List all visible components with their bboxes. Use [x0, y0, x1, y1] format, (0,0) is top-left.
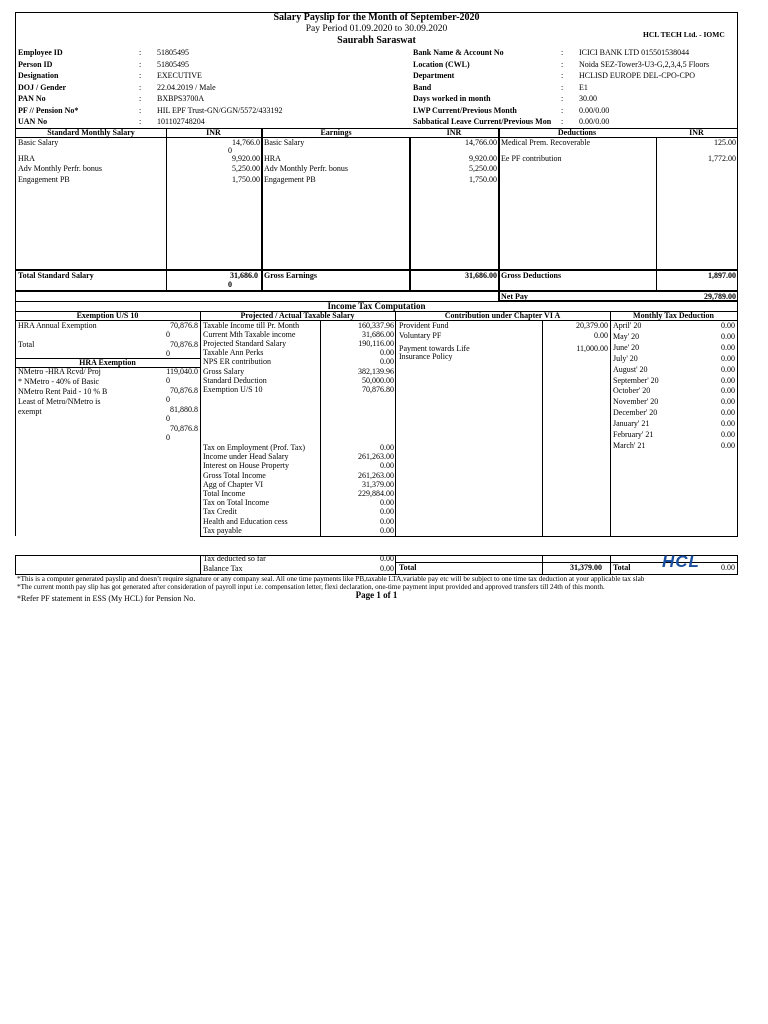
total-standard-value-wrap: 0	[228, 280, 232, 289]
monthly-tax-value: 0.00	[721, 353, 735, 363]
info-label: Location (CWL)	[413, 59, 470, 69]
totals-border	[610, 555, 611, 574]
projected-label: Current Mth Taxable income	[203, 330, 296, 340]
info-value: 22.04.2019 / Male	[157, 82, 216, 92]
header-projected: Projected / Actual Taxable Salary	[240, 311, 355, 320]
totals-border	[395, 555, 396, 574]
projected-label: Taxable Ann Perks	[203, 348, 264, 358]
header-standard-salary: Standard Monthly Salary	[47, 128, 135, 137]
tax-divider	[200, 311, 201, 536]
projected-value: 229,884.00	[358, 489, 394, 498]
projected-value: 0.00	[380, 498, 394, 508]
info-label: Person ID	[18, 59, 53, 69]
info-value: 0.00/0.00	[579, 105, 610, 115]
salary-divider	[261, 128, 263, 291]
contribution-label: Provident Fund	[399, 321, 449, 330]
monthly-tax-value: 0.00	[721, 440, 735, 450]
standard-salary-label: Adv Monthly Perfr. bonus	[18, 164, 102, 173]
info-label: PF // Pension No*	[18, 105, 79, 115]
info-label: Days worked in month	[413, 94, 491, 103]
balance-tax-label: Balance Tax	[203, 564, 243, 573]
contribution-label: Insurance Policy	[399, 352, 453, 361]
monthly-tax-value: 0.00	[721, 375, 735, 385]
projected-label: NPS ER contribution	[203, 357, 272, 367]
projected-value: 50,000.00	[362, 375, 394, 385]
info-value: ICICI BANK LTD 015501538044	[579, 48, 690, 57]
info-value: HCLISD EUROPE DEL-CPO-CPO	[579, 71, 696, 80]
earning-label: Adv Monthly Perfr. bonus	[264, 164, 348, 173]
info-colon: :	[561, 59, 564, 69]
info-label: LWP Current/Previous Month	[413, 105, 517, 115]
projected-label: Tax on Employment (Prof. Tax)	[203, 443, 306, 452]
contribution-label: Voluntary PF	[399, 331, 442, 340]
deduction-label: Medical Prem. Recoverable	[501, 138, 591, 147]
info-colon: :	[139, 94, 142, 103]
info-label: Department	[413, 71, 455, 80]
monthly-tax-month: June' 20	[613, 342, 640, 352]
net-pay-value: 29,789.00	[704, 292, 736, 301]
gross-deductions-label: Gross Deductions	[501, 271, 562, 280]
monthly-total-value: 0.00	[721, 563, 735, 572]
tax-divider	[610, 311, 611, 536]
projected-value: 261,263.00	[358, 452, 394, 462]
monthly-tax-value: 0.00	[721, 386, 735, 396]
projected-value: 31,379.00	[362, 479, 394, 489]
monthly-tax-month: August' 20	[613, 364, 648, 374]
monthly-tax-month: April' 20	[613, 321, 642, 330]
projected-label: Exemption U/S 10	[203, 384, 263, 394]
standard-salary-value: 9,920.00	[232, 154, 260, 163]
gross-deductions-value: 1,897.00	[708, 271, 736, 280]
projected-label: Tax Credit	[203, 507, 237, 517]
info-colon: :	[139, 105, 142, 115]
projected-label: Tax on Total Income	[203, 498, 270, 508]
monthly-total-label: Total	[613, 563, 631, 572]
earning-value: 1,750.00	[469, 175, 497, 184]
info-colon: :	[561, 117, 564, 126]
hcl-logo: HCL	[662, 552, 700, 571]
projected-label: Interest on House Property	[203, 461, 289, 471]
info-colon: :	[139, 82, 142, 92]
salary-divider	[166, 128, 167, 291]
info-value: 30.00	[579, 94, 597, 103]
contribution-value: 20,379.00	[576, 321, 608, 330]
info-label: Employee ID	[18, 48, 63, 57]
info-value: HIL EPF Trust-GN/GGN/5572/433192	[157, 105, 283, 115]
monthly-tax-value: 0.00	[721, 397, 735, 407]
info-colon: :	[561, 48, 564, 57]
totals-border	[15, 555, 16, 574]
info-value: E1	[579, 82, 588, 92]
contrib-total-label: Total	[399, 563, 417, 572]
tax-deducted-value: 0.00	[380, 554, 394, 563]
payslip-title: Salary Payslip for the Month of September-2020	[273, 12, 480, 23]
monthly-tax-month: December' 20	[613, 408, 658, 418]
total-standard-value: 31,686.0	[230, 271, 258, 280]
monthly-tax-month: July' 20	[613, 353, 638, 363]
info-colon: :	[139, 59, 142, 69]
info-label: Bank Name & Account No	[413, 48, 504, 57]
contribution-label: Payment towards Life	[399, 344, 470, 353]
footer-note-2: *The current month pay slip has got generated after consideration of payroll input i.e. compensation letter, flexi declaration, one-time payment input provided and approved transfers till 24th of this month.	[17, 583, 605, 591]
info-label: Band	[413, 82, 432, 92]
header-earnings: Earnings	[320, 128, 352, 137]
hra-value-wrap: 0	[166, 433, 170, 442]
info-label: Designation	[18, 71, 59, 80]
exemption-value-wrap: 0	[166, 330, 170, 339]
projected-value: 0.00	[380, 461, 394, 471]
hra-exemption-line	[15, 367, 200, 368]
tax-bottom-line	[200, 536, 738, 537]
hra-value: 119,040.0	[166, 367, 198, 376]
hra-label: Least of Metro/NMetro is	[18, 397, 101, 406]
deduction-label: Ee PF contribution	[501, 154, 562, 163]
monthly-tax-value: 0.00	[721, 419, 735, 429]
standard-salary-label: Basic Salary	[18, 138, 59, 147]
hra-label: NMetro Rent Paid - 10 % B	[18, 387, 108, 396]
salary-total-line	[15, 269, 738, 271]
contrib-total-value: 31,379.00	[570, 563, 602, 572]
projected-value: 0.00	[380, 516, 394, 526]
monthly-tax-value: 0.00	[721, 430, 735, 439]
standard-salary-value: 5,250.00	[232, 164, 260, 173]
pay-period: Pay Period 01.09.2020 to 30.09.2020	[305, 24, 448, 34]
earning-label: Engagement PB	[264, 175, 316, 184]
info-colon: :	[139, 48, 142, 57]
info-value: EXECUTIVE	[157, 71, 202, 80]
exemption-value-wrap: 0	[166, 349, 170, 358]
projected-label: Agg of Chapter VI	[203, 479, 264, 489]
monthly-tax-value: 0.00	[721, 408, 735, 418]
projected-label: Gross Total Income	[203, 470, 266, 480]
exemption-value: 70,876.8	[170, 340, 198, 349]
info-colon: :	[561, 105, 564, 115]
info-value: 101102748204	[157, 117, 205, 126]
projected-label: Total Income	[203, 489, 246, 498]
monthly-tax-value: 0.00	[721, 342, 735, 352]
hra-label-extra: exempt	[18, 407, 42, 416]
earning-label: Basic Salary	[264, 138, 305, 147]
employee-name: Saurabh Saraswat	[337, 35, 416, 46]
deduction-value: 125.00	[714, 138, 736, 147]
page-number: Page 1 of 1	[355, 590, 398, 600]
tax-deducted-label: Tax deducted so far	[203, 554, 266, 563]
hra-label: NMetro -HRA Rcvd/ Proj	[18, 367, 101, 376]
exemption-value: 70,876.8	[170, 321, 198, 330]
total-standard-label: Total Standard Salary	[18, 271, 94, 280]
header-deductions: Deductions	[557, 128, 597, 137]
deduction-value: 1,772.00	[708, 154, 736, 163]
hra-value: 81,880.8	[170, 405, 198, 414]
monthly-tax-month: October' 20	[613, 386, 651, 396]
header-inr: INR	[446, 128, 462, 137]
gross-earnings-value: 31,686.00	[465, 271, 497, 280]
info-colon: :	[139, 117, 142, 126]
earning-value: 5,250.00	[469, 164, 497, 173]
contribution-value: 0.00	[594, 331, 608, 340]
standard-salary-value-wrap: 0	[228, 146, 232, 155]
header-monthly-tax: Monthly Tax Deduction	[633, 311, 714, 320]
info-colon: :	[561, 71, 564, 80]
salary-divider	[498, 128, 500, 301]
earning-label: HRA	[264, 154, 281, 163]
projected-value: 0.00	[380, 525, 394, 535]
info-label: Sabbatical Leave Current/Previous Mon	[413, 117, 552, 126]
header-exemption: Exemption U/S 10	[76, 311, 139, 320]
monthly-tax-value: 0.00	[721, 321, 735, 330]
monthly-tax-month: March' 21	[613, 440, 646, 450]
standard-salary-label: HRA	[18, 154, 35, 163]
projected-value: 382,139.96	[358, 366, 394, 376]
exemption-label: HRA Annual Exemption	[18, 321, 97, 330]
projected-label: Health and Education cess	[203, 516, 288, 526]
info-value: 0.00/0.00	[579, 117, 610, 126]
info-colon: :	[139, 71, 142, 80]
projected-label: Standard Deduction	[203, 375, 267, 385]
monthly-tax-month: November' 20	[613, 397, 659, 407]
projected-value: 261,263.00	[358, 470, 394, 480]
projected-label: Income under Head Salary	[203, 452, 289, 462]
tax-border-left	[15, 301, 16, 536]
standard-salary-label: Engagement PB	[18, 175, 70, 184]
hra-value-wrap: 0	[166, 376, 170, 385]
info-value: 51805495	[157, 59, 189, 69]
monthly-tax-month: January' 21	[613, 419, 650, 429]
footer-note-1: *This is a computer generated payslip and doesn’t require signature or any company seal. All one time payments like PB,taxable LTA,variable pay etc will be subject to one time tax deduction at your applicable tax slab	[17, 575, 645, 583]
projected-label: Projected Standard Salary	[203, 339, 287, 349]
exemption-label: Total	[18, 340, 35, 349]
monthly-tax-month: September' 20	[613, 375, 659, 385]
projected-value: 190,116.00	[358, 339, 394, 349]
info-colon: :	[561, 82, 564, 92]
info-label: UAN No	[18, 117, 48, 126]
header-inr: INR	[689, 128, 704, 137]
standard-salary-value: 1,750.00	[232, 175, 260, 184]
hra-value-wrap: 0	[166, 395, 170, 404]
standard-salary-value: 14,766.0	[232, 138, 260, 147]
monthly-tax-value: 0.00	[721, 331, 735, 341]
header-contribution: Contribution under Chapter VI A	[444, 311, 561, 320]
info-label: PAN No	[18, 94, 46, 103]
projected-value: 0.00	[380, 348, 394, 358]
info-label: DOJ / Gender	[18, 82, 66, 92]
hra-label: * NMetro - 40% of Basic	[18, 377, 100, 386]
info-value: 51805495	[157, 48, 189, 57]
projected-value: 0.00	[380, 443, 394, 452]
info-value: Noida SEZ-Tower3-U3-G,2,3,4,5 Floors	[579, 59, 710, 69]
hra-value: 70,876.8	[170, 386, 198, 395]
projected-label: Tax payable	[203, 525, 242, 535]
header-inr: INR	[206, 128, 221, 137]
earning-value: 14,766.00	[465, 138, 497, 147]
hra-value: 70,876.8	[170, 424, 198, 433]
totals-border	[737, 555, 738, 574]
monthly-tax-month: May' 20	[613, 331, 640, 341]
projected-label: Taxable Income till Pr. Month	[203, 321, 300, 330]
info-colon: :	[561, 94, 564, 103]
monthly-tax-month: February' 21	[613, 430, 654, 439]
projected-label: Gross Salary	[203, 366, 245, 376]
footer-note-3: *Refer PF statement in ESS (My HCL) for Pension No.	[17, 594, 196, 603]
net-pay-label: Net Pay	[501, 292, 528, 301]
contribution-value: 11,000.00	[576, 344, 608, 353]
projected-value: 31,686.00	[362, 330, 394, 340]
info-value: BXBPS3700A	[157, 94, 205, 103]
hra-value-wrap: 0	[166, 414, 170, 423]
projected-value: 70,876.80	[362, 384, 394, 394]
projected-value: 0.00	[380, 507, 394, 517]
earning-value: 9,920.00	[469, 154, 497, 163]
monthly-tax-value: 0.00	[721, 364, 735, 374]
hra-exemption-title: HRA Exemption	[79, 358, 136, 367]
tax-border-right	[737, 301, 738, 536]
tax-title: Income Tax Computation	[327, 301, 426, 311]
salary-net-line	[15, 290, 738, 292]
salary-border-right	[737, 128, 738, 301]
projected-value: 160,337.96	[358, 321, 394, 330]
projected-value: 0.00	[380, 357, 394, 367]
company-name: HCL TECH Ltd. - IOMC	[643, 30, 725, 39]
balance-tax-value: 0.00	[380, 564, 394, 573]
tax-divider	[395, 311, 396, 536]
gross-earnings-label: Gross Earnings	[264, 271, 317, 280]
totals-border	[200, 555, 201, 574]
salary-border-left	[15, 128, 16, 301]
salary-header-line	[15, 137, 738, 138]
